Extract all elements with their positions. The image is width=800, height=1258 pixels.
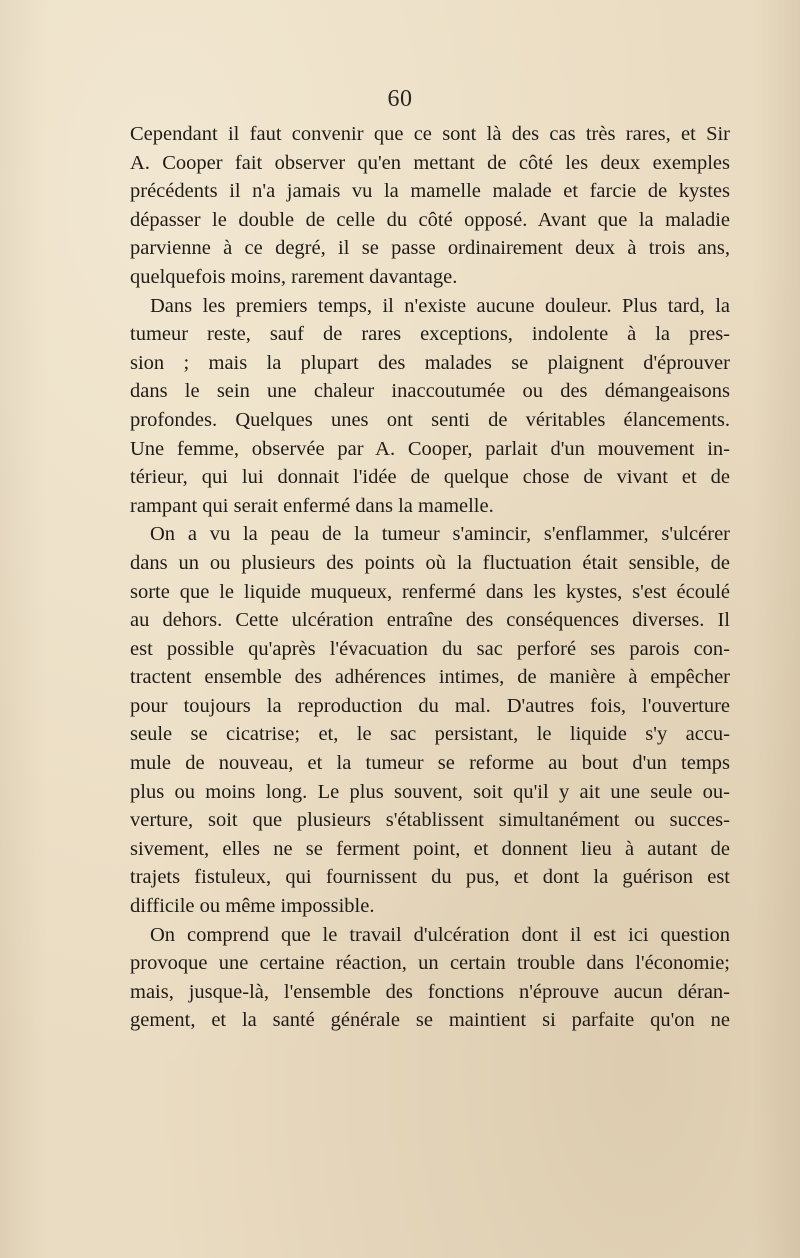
text-line: dépasser le double de celle du côté opposé. Avant que la maladie xyxy=(130,208,730,231)
text-line: dans le sein une chaleur inaccoutumée ou des démangeaisons xyxy=(130,380,730,403)
text-line: est possible qu'après l'évacuation du sac perforé ses parois con- xyxy=(130,637,730,660)
text-line: sivement, elles ne se ferment point, et donnent lieu à autant de xyxy=(130,837,730,860)
text-line: gement, et la santé générale se maintient si parfaite qu'on ne xyxy=(130,1009,730,1032)
text-line: au dehors. Cette ulcération entraîne des conséquences diverses. Il xyxy=(130,609,730,632)
text-line: difficile ou même impossible. xyxy=(130,895,375,918)
text-line: précédents il n'a jamais vu la mamelle malade et farcie de kystes xyxy=(130,180,730,203)
text-line: seule se cicatrise; et, le sac persistant, le liquide s'y accu- xyxy=(130,723,730,746)
text-line: térieur, qui lui donnait l'idée de quelque chose de vivant et de xyxy=(130,466,730,489)
text-line: mais, jusque-là, l'ensemble des fonctions n'éprouve aucun déran- xyxy=(130,980,730,1003)
page-number: 60 xyxy=(387,86,413,112)
paragraph-start-line: Dans les premiers temps, il n'existe aucune douleur. Plus tard, la xyxy=(150,294,730,317)
paragraph-start-line: On a vu la peau de la tumeur s'amincir, s'enflammer, s'ulcérer xyxy=(150,523,730,546)
text-line: Une femme, observée par A. Cooper, parlait d'un mouvement in- xyxy=(130,437,730,460)
text-line: sorte que le liquide muqueux, renfermé dans les kystes, s'est écoulé xyxy=(130,580,730,603)
text-line: provoque une certaine réaction, un certain trouble dans l'économie; xyxy=(130,952,730,975)
text-line: parvienne à ce degré, il se passe ordinairement deux à trois ans, xyxy=(130,237,730,260)
text-line: dans un ou plusieurs des points où la fluctuation était sensible, de xyxy=(130,551,730,574)
text-line: trajets fistuleux, qui fournissent du pus, et dont la guérison est xyxy=(130,866,730,889)
text-line: verture, soit que plusieurs s'établissent simultanément ou succes- xyxy=(130,809,730,832)
text-line: Cependant il faut convenir que ce sont là des cas très rares, et Sir xyxy=(130,123,730,145)
text-line: quelquefois moins, rarement davantage. xyxy=(130,265,458,288)
text-line: tractent ensemble des adhérences intimes, de manière à empêcher xyxy=(130,666,730,689)
text-line: mule de nouveau, et la tumeur se reforme au bout d'un temps xyxy=(130,752,730,775)
text-line: A. Cooper fait observer qu'en mettant de côté les deux exemples xyxy=(130,151,730,174)
text-line: sion ; mais la plupart des malades se plaignent d'éprouver xyxy=(130,351,730,374)
body-text xyxy=(130,120,730,1035)
text-line: pour toujours la reproduction du mal. D'autres fois, l'ouverture xyxy=(130,694,730,717)
text-line: tumeur reste, sauf de rares exceptions, indolente à la pres- xyxy=(130,323,730,346)
text-line: plus ou moins long. Le plus souvent, soit qu'il y ait une seule ou- xyxy=(130,780,730,803)
paragraph-start-line: On comprend que le travail d'ulcération dont il est ici question xyxy=(150,923,730,946)
text-line: rampant qui serait enfermé dans la mamelle. xyxy=(130,494,494,517)
text-line: profondes. Quelques unes ont senti de véritables élancements. xyxy=(130,408,730,431)
